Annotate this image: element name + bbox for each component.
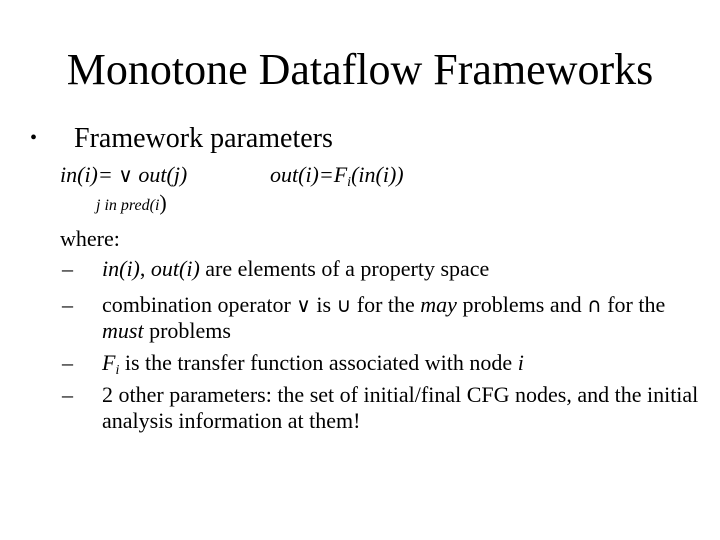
dash-marker: – — [62, 382, 73, 407]
formula-out — [270, 162, 404, 196]
term-in: in(i) — [102, 256, 140, 281]
intersection-symbol: ∩ — [587, 293, 602, 317]
transfer-subscript: i — [115, 363, 120, 378]
union-symbol: ∪ — [336, 293, 352, 317]
formula-in — [60, 162, 187, 188]
dash-marker: – — [62, 256, 73, 281]
item-combination — [102, 292, 702, 344]
term-out: out(i) — [150, 256, 200, 281]
join-symbol: ∨ — [296, 293, 311, 317]
combination-text-5: for the — [601, 292, 666, 317]
dash-marker: – — [62, 292, 73, 317]
formula-in-lhs: in(i)= — [60, 162, 113, 187]
framework-heading: Framework parameters — [74, 123, 333, 154]
bullet-marker: • — [30, 127, 38, 149]
term-sep: , — [139, 256, 151, 281]
combination-text-3: for the — [351, 292, 421, 317]
combination-text-1: combination operator — [102, 292, 297, 317]
join-range — [96, 192, 167, 217]
slide-title: Monotone Dataflow Frameworks — [66, 45, 654, 94]
combination-text-4: problems and — [456, 292, 588, 317]
must-word: must — [102, 318, 144, 343]
property-space-text: are elements of a property space — [199, 256, 490, 281]
combination-text-6: problems — [143, 318, 231, 343]
item-transfer — [102, 350, 524, 384]
formula-out-rhs: (in(i)) — [351, 162, 404, 187]
transfer-text: is the transfer function associated with node — [119, 350, 518, 375]
formula-out-lhs: out(i)=F — [270, 162, 348, 187]
join-range-paren: ) — [159, 190, 167, 215]
combination-text-2: is — [310, 292, 337, 317]
where-label: where: — [60, 226, 120, 251]
may-word: may — [420, 292, 457, 317]
formula-in-rhs: out(j) — [138, 162, 188, 187]
transfer-func: F — [102, 350, 116, 375]
formula-out-subscript: i — [347, 175, 352, 190]
dash-marker: – — [62, 350, 73, 375]
item-property-space — [102, 256, 489, 282]
item-other-params: 2 other parameters: the set of initial/final CFG nodes, and the initial analysis information at them! — [102, 382, 699, 433]
join-operator: ∨ — [118, 163, 133, 187]
join-range-text: j in pred(i — [96, 197, 160, 214]
transfer-node: i — [517, 350, 524, 375]
